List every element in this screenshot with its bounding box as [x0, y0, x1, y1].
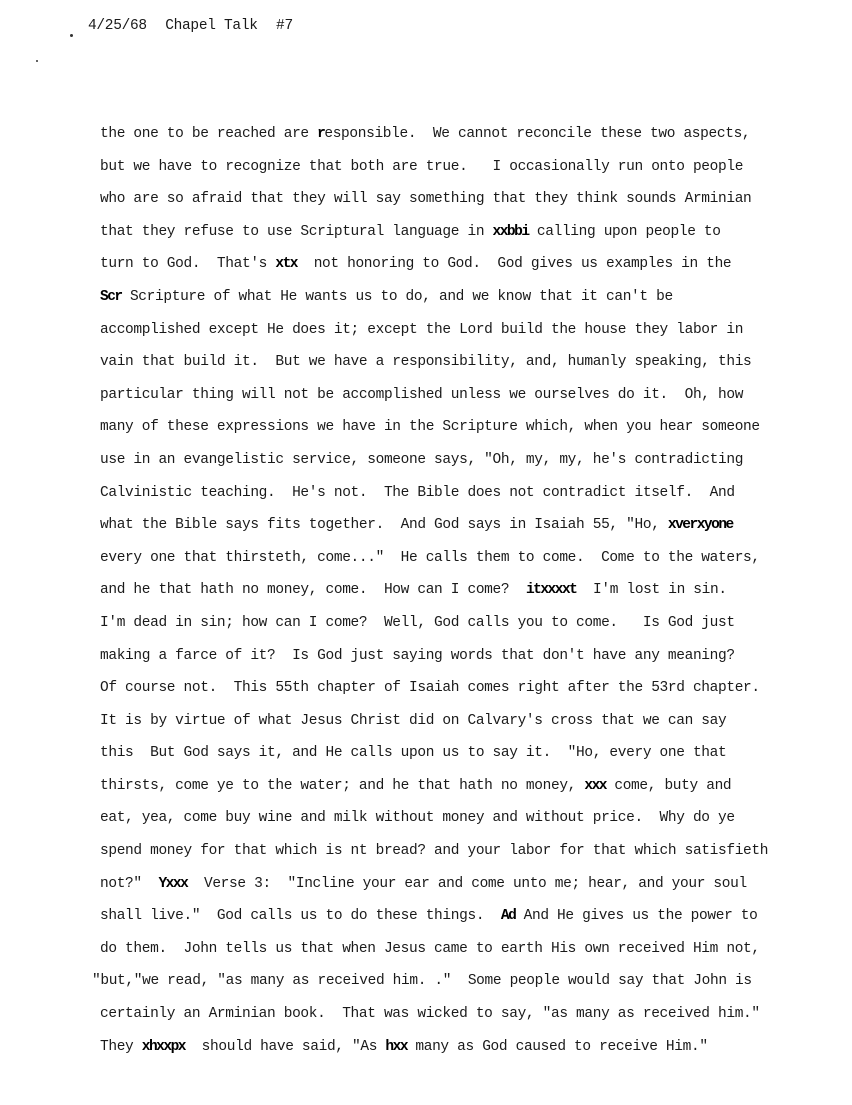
struck-out-text: xxbbi [492, 223, 529, 240]
text-line [100, 808, 840, 841]
text-line [100, 385, 840, 418]
text-line [100, 1037, 840, 1070]
text-segment: I'm dead in sin; how can I come? Well, God calls you to come. Is God just [100, 614, 735, 631]
text-segment: Verse 3: "Incline your ear and come unto me; hear, and your soul [187, 875, 747, 892]
text-segment: should have said, "As [184, 1038, 386, 1055]
text-line [100, 483, 840, 516]
text-line [100, 646, 840, 679]
text-segment: eat, yea, come buy wine and milk without money and without price. Why do ye [100, 810, 735, 827]
text-segment: many of these expressions we have in the Scripture which, when you hear someone [100, 419, 760, 436]
text-line [92, 971, 840, 1004]
text-segment: many as God caused to receive Him." [407, 1038, 708, 1055]
stray-mark [70, 34, 73, 37]
text-segment: "but,"we read, "as many as received him. ." Some people would say that John is [92, 973, 752, 990]
text-segment: It is by virtue of what Jesus Christ did on Calvary's cross that we can say [100, 712, 727, 729]
header-number: #7 [276, 18, 293, 34]
header-date: 4/25/68 [88, 18, 147, 34]
text-segment: not?" [100, 875, 159, 892]
text-line [100, 776, 840, 809]
typed-text-body [92, 124, 840, 1069]
text-segment: the one to be reached are [100, 126, 318, 142]
text-line [100, 711, 840, 744]
text-line [100, 515, 840, 548]
text-line [100, 1004, 840, 1037]
text-line [100, 580, 840, 613]
page-header [88, 18, 303, 34]
text-segment: esponsible. We cannot reconcile these two aspects, [324, 126, 751, 142]
text-line [100, 157, 840, 190]
text-segment: accomplished except He does it; except the Lord build the house they labor in [100, 321, 744, 338]
text-line [100, 417, 840, 450]
struck-out-text: xxx [584, 777, 606, 794]
struck-out-text: Yxxx [158, 875, 188, 892]
text-segment: And He gives us the power to [515, 908, 758, 925]
text-line [100, 222, 840, 255]
text-line [100, 906, 840, 939]
text-segment: Of course not. This 55th chapter of Isaiah comes right after the 53rd chapter. [100, 680, 760, 697]
text-segment: who are so afraid that they will say something that they think sounds Arminian [100, 191, 752, 208]
text-line [100, 678, 840, 711]
text-segment: do them. John tells us that when Jesus came to earth His own received Him not, [100, 940, 760, 957]
text-segment: but we have to recognize that both are true. I occasionally run onto people [100, 158, 744, 175]
text-segment: They [100, 1038, 142, 1055]
text-segment: I'm lost in sin. [576, 582, 727, 599]
struck-out-text: Ad [500, 908, 516, 925]
text-segment: come, buty and [606, 777, 732, 794]
text-line [100, 613, 840, 646]
text-segment: calling upon people to [528, 223, 721, 240]
header-title: Chapel Talk [165, 18, 258, 34]
struck-out-text: Scr [100, 288, 122, 305]
struck-out-text: itxxxxt [525, 582, 577, 599]
stray-mark [36, 60, 38, 62]
text-line [100, 548, 840, 581]
text-segment: Calvinistic teaching. He's not. The Bible does not contradict itself. And [100, 484, 735, 501]
text-line [100, 939, 840, 972]
text-segment: this But God says it, and He calls upon us to say it. "Ho, every one that [100, 745, 727, 762]
text-line [100, 743, 840, 776]
text-segment: use in an evangelistic service, someone says, "Oh, my, my, he's contradicting [100, 451, 744, 468]
struck-out-text: hxx [385, 1038, 408, 1055]
text-segment: vain that build it. But we have a responsibility, and, humanly speaking, this [100, 354, 752, 371]
text-line [100, 124, 840, 157]
text-segment: every one that thirsteth, come..." He calls them to come. Come to the waters, [100, 549, 760, 566]
text-segment: and he that hath no money, come. How can I come? [100, 582, 526, 599]
struck-out-text: xtx [275, 256, 297, 273]
text-segment: shall live." God calls us to do these things. [100, 908, 501, 925]
text-line [100, 254, 840, 287]
text-line [100, 352, 840, 385]
struck-out-text: xhxxpx [141, 1038, 185, 1055]
text-segment: thirsts, come ye to the water; and he that hath no money, [100, 777, 585, 794]
text-segment: Scripture of what He wants us to do, and we know that it can't be [121, 288, 673, 305]
text-segment: certainly an Arminian book. That was wicked to say, "as many as received him." [100, 1006, 760, 1023]
text-segment: spend money for that which is nt bread? and your labor for that which satisfieth [100, 843, 769, 860]
struck-out-text: xverxyone [667, 517, 733, 534]
text-segment: particular thing will not be accomplished unless we ourselves do it. Oh, how [100, 386, 744, 403]
text-segment: not honoring to God. God gives us examples in the [297, 256, 732, 273]
text-segment: turn to God. That's [100, 256, 276, 273]
text-line [100, 841, 840, 874]
text-line [100, 450, 840, 483]
text-line [100, 189, 840, 222]
text-segment: that they refuse to use Scriptural language in [100, 223, 493, 240]
text-line [100, 287, 840, 320]
text-segment: making a farce of it? Is God just saying words that don't have any meaning? [100, 647, 735, 664]
text-line [100, 320, 840, 353]
struck-out-text: r [317, 126, 325, 142]
text-line [100, 874, 840, 907]
text-segment: what the Bible says fits together. And God says in Isaiah 55, "Ho, [100, 517, 668, 534]
